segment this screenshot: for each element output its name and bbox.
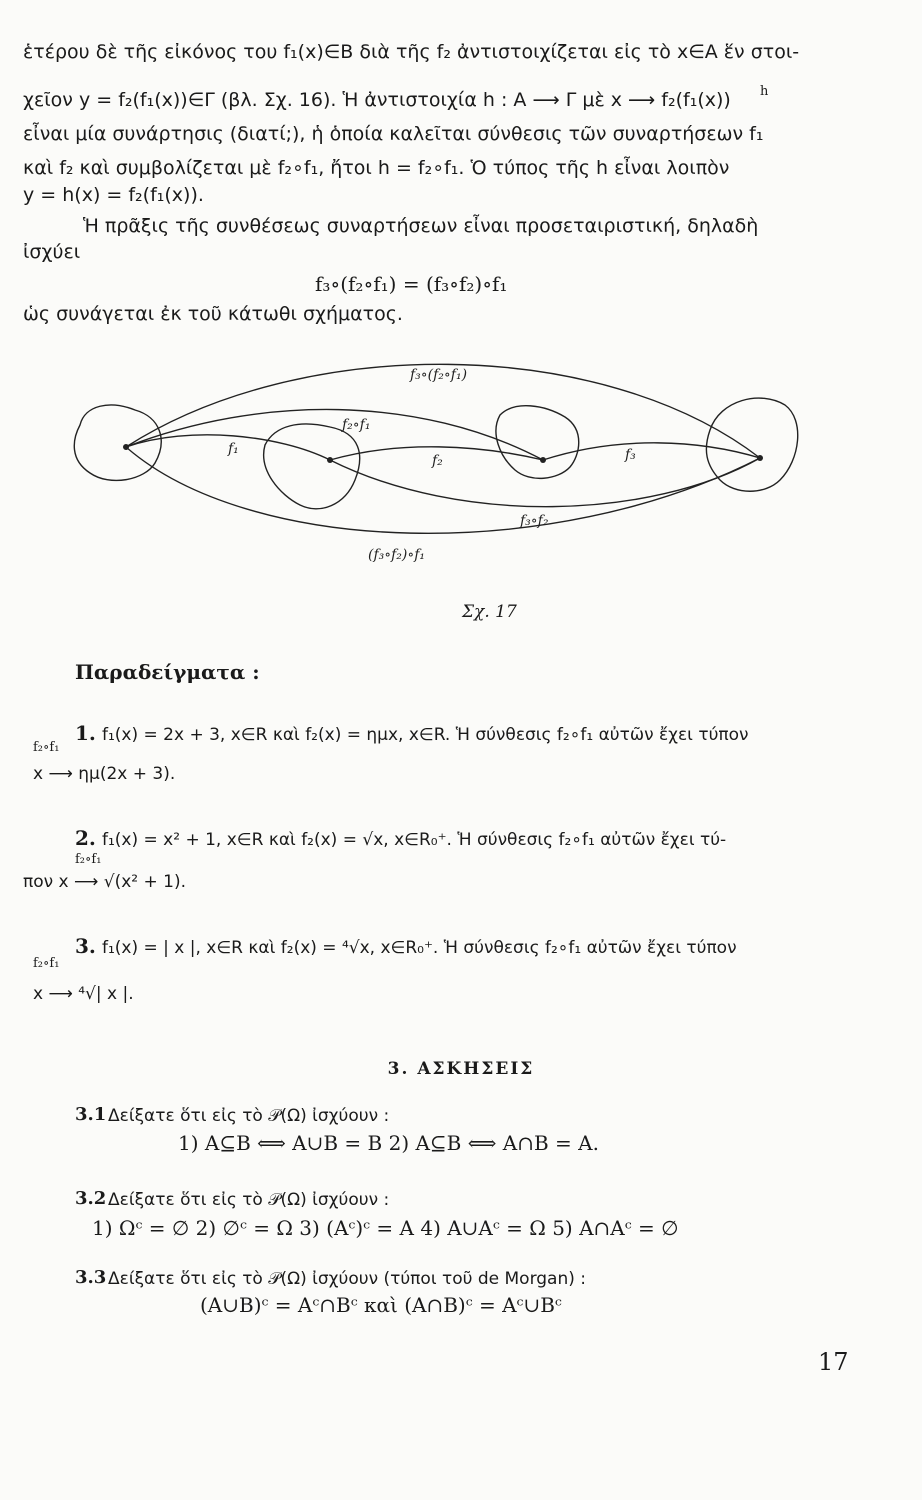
example1-line2: x ⟶ ημ(2x + 3).	[33, 764, 176, 784]
exercise-3-2-number: 3.2	[75, 1188, 107, 1209]
label-top: f₃∘(f₂∘f₁)	[410, 367, 468, 383]
exercise-3-1-number: 3.1	[75, 1104, 107, 1125]
exercise-3-1-items: 1) A⊆B ⟺ A∪B = B 2) A⊆B ⟺ A∩B = A.	[178, 1131, 599, 1155]
example3-map-label: f₂∘f₁	[33, 956, 60, 971]
composition-figure	[0, 355, 922, 615]
label-f2f1: f₂∘f₁	[342, 417, 371, 433]
label-f3: f₃	[625, 447, 636, 463]
arrow-bottom-composite	[126, 447, 760, 533]
exercise-3-2-text: Δείξατε ὅτι εἰς τὸ 𝒫(Ω) ἰσχύουν :	[108, 1190, 390, 1210]
exercise-3-3-number: 3.3	[75, 1267, 107, 1288]
label-f1: f₁	[228, 441, 239, 457]
exercise-3-3-items: (A∪B)ᶜ = Aᶜ∩Bᶜ καὶ (A∩B)ᶜ = Aᶜ∪Bᶜ	[200, 1293, 562, 1317]
paragraph1-line2: χεῖον y = f₂(f₁(x))∈Γ (βλ. Σχ. 16). Ἡ ἀντιστοιχία h : A ⟶ Γ μὲ x ⟶ f₂(f₁(x))	[23, 89, 731, 111]
label-bottom: (f₃∘f₂)∘f₁	[368, 547, 426, 563]
set-B-blob	[264, 424, 360, 509]
paragraph1-line5: y = h(x) = f₂(f₁(x)).	[23, 184, 204, 206]
example1-map-label: f₂∘f₁	[33, 740, 60, 755]
example2-map-label: f₂∘f₁	[75, 852, 102, 867]
arrow-h-label: h	[760, 84, 769, 99]
example3-line1: f₁(x) = | x |, x∈R καὶ f₂(x) = ⁴√x, x∈R₀⁺. Ἡ σύνθεσις f₂∘f₁ αὐτῶν ἔχει τύπον	[102, 938, 737, 958]
arrow-f3f2	[330, 458, 760, 507]
paragraph2-line3: ὡς συνάγεται ἐκ τοῦ κάτωθι σχήματος.	[23, 303, 403, 325]
exercises-heading: 3. ΑΣΚΗΣΕΙΣ	[387, 1059, 535, 1079]
example2-number: 2.	[75, 826, 96, 850]
set-C-blob	[496, 406, 579, 479]
exercise-3-1-text: Δείξατε ὅτι εἰς τὸ 𝒫(Ω) ἰσχύουν :	[108, 1106, 390, 1126]
exercise-3-2-items: 1) Ωᶜ = ∅ 2) ∅ᶜ = Ω 3) (Aᶜ)ᶜ = A 4) A∪Aᶜ = Ω 5) A∩Aᶜ = ∅	[92, 1216, 679, 1240]
paragraph2-line1: Ἡ πρᾶξις τῆς συνθέσεως συναρτήσεων εἶναι προσεταιριστική, δηλαδὴ	[83, 215, 759, 237]
set-A-blob	[74, 405, 161, 480]
paragraph2-line2: ἰσχύει	[23, 241, 81, 263]
paragraph1-line1: ἑτέρου δὲ τῆς εἰκόνος του f₁(x)∈B διὰ τῆς f₂ ἀντιστοιχίζεται εἰς τὸ x∈A ἕν στοι-	[23, 41, 800, 63]
example2-line1: f₁(x) = x² + 1, x∈R καὶ f₂(x) = √x, x∈R₀⁺. Ἡ σύνθεσις f₂∘f₁ αὐτῶν ἔχει τύ-	[102, 830, 727, 850]
paragraph1-line4: καὶ f₂ καὶ συμβολίζεται μὲ f₂∘f₁, ἤτοι h = f₂∘f₁. Ὁ τύπος τῆς h εἶναι λοιπὸν	[23, 157, 730, 179]
example3-line2: x ⟶ ⁴√| x |.	[33, 984, 134, 1004]
page-number: 17	[818, 1348, 849, 1376]
associativity-formula: f₃∘(f₂∘f₁) = (f₃∘f₂)∘f₁	[315, 272, 508, 296]
example2-line2: πον x ⟶ √(x² + 1).	[23, 872, 187, 892]
exercise-3-3-text: Δείξατε ὅτι εἰς τὸ 𝒫(Ω) ἰσχύουν (τύποι τοῦ de Morgan) :	[108, 1269, 587, 1289]
label-f3f2: f₃∘f₂	[520, 513, 549, 529]
label-f2: f₂	[432, 453, 443, 469]
figure-caption: Σχ. 17	[462, 602, 517, 622]
examples-heading: Παραδείγματα :	[75, 660, 260, 684]
example1-number: 1.	[75, 721, 96, 745]
example3-number: 3.	[75, 934, 96, 958]
example1-line1: f₁(x) = 2x + 3, x∈R καὶ f₂(x) = ημx, x∈R. Ἡ σύνθεσις f₂∘f₁ αὐτῶν ἔχει τύπον	[102, 725, 749, 745]
paragraph1-line3: εἶναι μία συνάρτησις (διατί;), ἡ ὁποία καλεῖται σύνθεσις τῶν συναρτήσεων f₁	[23, 123, 764, 145]
